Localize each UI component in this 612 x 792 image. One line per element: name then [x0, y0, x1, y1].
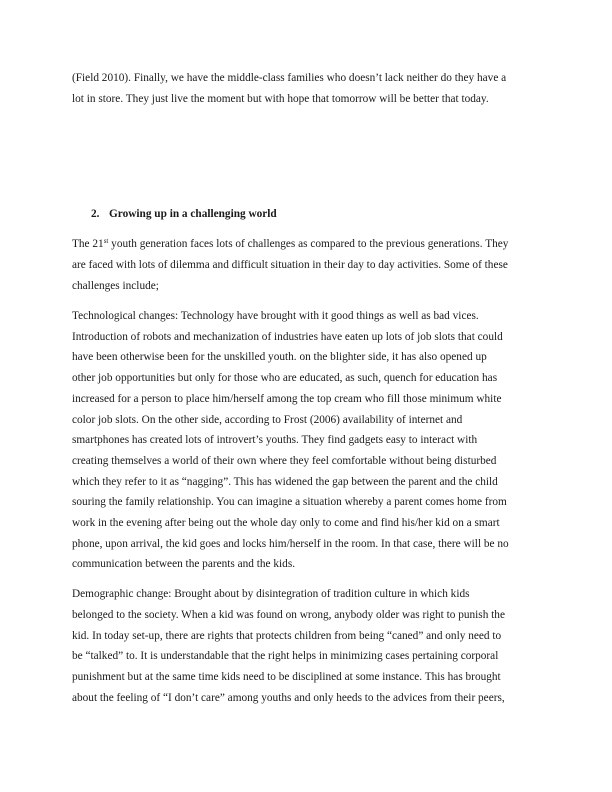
text-line: work in the evening after being out the whole day only to come and find his/her kid on a smart: [72, 517, 500, 529]
text-line: be “talked” to. It is understandable that the right helps in minimizing cases pertaining corporal: [72, 650, 499, 662]
text-line: about the feeling of “I don’t care” among youths and only heeds to the advices from their peers,: [72, 692, 505, 704]
text-line: (Field 2010). Finally, we have the middle-class families who doesn’t lack neither do they have a: [72, 72, 507, 84]
text-line: [72, 237, 508, 251]
text-line: which they refer to it as “nagging”. This has widened the gap between the parent and the child: [72, 476, 498, 488]
ordinal-superscript: st: [103, 237, 109, 245]
text-line: souring the family relationship. You can imagine a situation whereby a parent comes home from: [72, 496, 507, 508]
text-line: punishment but at the same time kids need to be disciplined at some instance. This has brought: [72, 671, 501, 683]
text-line: smartphones has created lots of introvert’s youths. They find gadgets easy to interact with: [72, 434, 478, 446]
text-fragment: youth generation faces lots of challenges as compared to the previous generations. They: [108, 238, 509, 250]
text-line: increased for a person to place him/herself among the top cream who fill those minimum white: [72, 393, 502, 405]
text-fragment: The 21: [72, 238, 104, 250]
text-line: challenges include;: [72, 280, 159, 292]
text-line: Demographic change: Brought about by disintegration of tradition culture in which kids: [72, 588, 470, 600]
section-heading: [91, 207, 277, 221]
text-line: communication between the parents and the kids.: [72, 558, 296, 570]
text-line: Introduction of robots and mechanization of industries have eaten up lots of job slots that could: [72, 331, 503, 343]
section-title: Growing up in a challenging world: [109, 208, 277, 220]
section-number: 2.: [91, 208, 100, 220]
text-line: are faced with lots of dilemma and difficult situation in their day to day activities. Some of these: [72, 259, 508, 271]
text-line: other job opportunities but only for those who are educated, as such, quench for education has: [72, 372, 498, 384]
text-line: phone, upon arrival, the kid goes and locks him/herself in the room. In that case, there will be no: [72, 538, 509, 550]
text-line: kid. In today set-up, there are rights that protects children from being “caned” and only need to: [72, 630, 502, 642]
text-line: belonged to the society. When a kid was found on wrong, anybody older was right to punish the: [72, 609, 505, 621]
text-line: Technological changes: Technology have brought with it good things as well as bad vices.: [72, 310, 479, 322]
text-line: creating themselves a world of their own where they feel comfortable without being disturbed: [72, 455, 497, 467]
text-line: have been otherwise been for the unskilled youth. on the blighter side, it has also opened up: [72, 351, 487, 363]
text-line: color job slots. On the other side, according to Frost (2006) availability of internet and: [72, 414, 463, 426]
text-line: lot in store. They just live the moment but with hope that tomorrow will be better that today.: [72, 93, 489, 105]
